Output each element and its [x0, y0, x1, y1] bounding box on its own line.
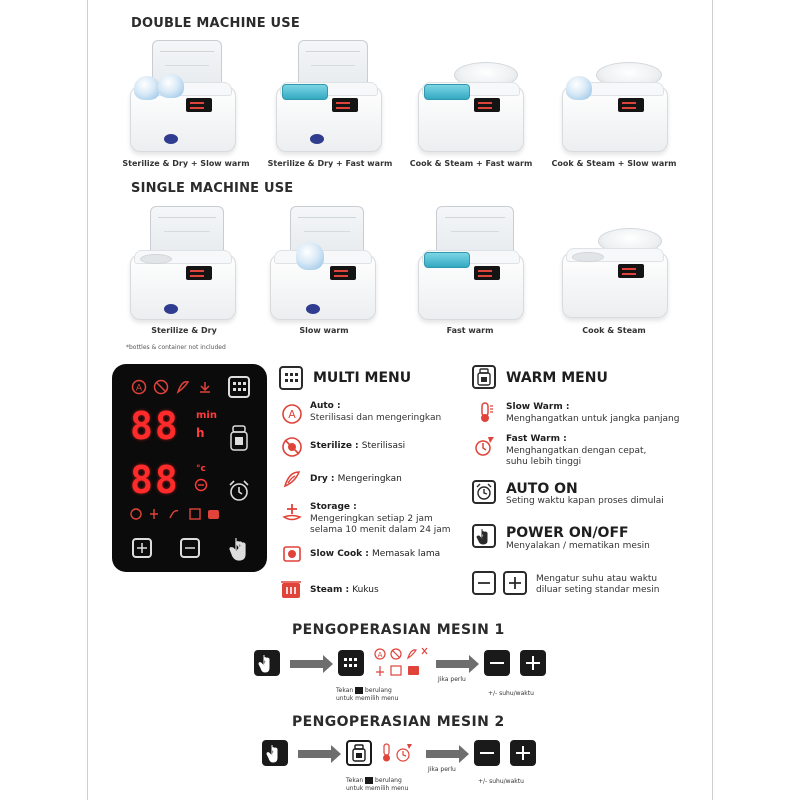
- caption-double-4: Cook & Steam + Slow warm: [551, 159, 677, 168]
- sterilize-text: Sterilisasi: [361, 441, 406, 451]
- op1-menu-icon: [338, 650, 364, 676]
- op1-power-icon: [254, 650, 280, 676]
- slow-cook-text: Memasak lama: [372, 549, 441, 559]
- machine-single-fast-warm: [418, 204, 526, 322]
- op2-arrow-1: [298, 750, 332, 758]
- steam-icon: [280, 578, 302, 600]
- bottles-note: *bottles & container not included: [126, 344, 226, 351]
- op2-note-press: Tekan berulang: [346, 777, 402, 784]
- dry-text: Mengeringkan: [337, 474, 402, 484]
- op1-minus-icon: [484, 650, 510, 676]
- sterilize-icon: [281, 436, 303, 458]
- op2-warm-mode-icons: [380, 742, 414, 764]
- alarm-clock-button[interactable]: [226, 478, 252, 504]
- caption-single-3: Fast warm: [446, 326, 494, 335]
- power-title: POWER ON/OFF: [506, 525, 629, 541]
- machine-cook-fast-warm: [418, 62, 526, 156]
- svg-text:A: A: [135, 383, 143, 394]
- svg-text:A: A: [288, 408, 296, 421]
- op2-note-if-needed: Jika perlu: [428, 766, 456, 773]
- op2-note-select: untuk memilih menu: [346, 785, 409, 792]
- adjust-text-2: diluar seting standar mesin: [536, 585, 660, 595]
- multi-menu-icon: [279, 366, 303, 390]
- op1-plus-icon: [520, 650, 546, 676]
- single-machine-title: SINGLE MACHINE USE: [131, 181, 294, 196]
- caption-double-1: Sterilize & Dry + Slow warm: [122, 159, 250, 168]
- power-icon: [472, 524, 496, 548]
- op2-arrow-2: [426, 750, 460, 758]
- op1-note-press: Tekan berulang: [336, 687, 392, 694]
- slow-warm-icon: [474, 401, 496, 423]
- auto-title: Auto :: [310, 401, 341, 411]
- machine-sterilize-fast-warm: [276, 38, 384, 156]
- steam-text: Kukus: [352, 585, 379, 595]
- unit-c: °c: [196, 464, 206, 474]
- minus-circle-icon: [194, 478, 208, 492]
- machine-single-sterilize: [130, 204, 238, 322]
- power-touch-button[interactable]: [226, 534, 252, 562]
- caption-double-3: Cook & Steam + Fast warm: [409, 159, 533, 168]
- caption-single-2: Slow warm: [299, 326, 349, 335]
- storage-text-1: Mengeringkan setiap 2 jam: [310, 514, 433, 524]
- op2-note-warm-icon: [365, 777, 373, 784]
- fast-warm-title: Fast Warm :: [506, 434, 567, 444]
- slow-cook-title: Slow Cook : Memasak lama: [310, 549, 441, 559]
- steam-title: Steam : Kukus: [310, 585, 379, 595]
- op2-minus-icon: [474, 740, 500, 766]
- operation-2-title: PENGOPERASIAN MESIN 2: [292, 714, 505, 730]
- machine-single-cook: [562, 228, 670, 322]
- sterilize-title: Sterilize : Sterilisasi: [310, 441, 406, 451]
- op1-arrow-1: [290, 660, 324, 668]
- plus-button[interactable]: [132, 538, 152, 558]
- auto-text: Sterilisasi dan mengeringkan: [310, 413, 442, 423]
- op1-note-select: untuk memilih menu: [336, 695, 399, 702]
- dry-title: Dry : Mengeringkan: [310, 474, 402, 484]
- minus-button[interactable]: [180, 538, 200, 558]
- fast-warm-text-2: suhu lebih tinggi: [506, 457, 582, 467]
- menu-button[interactable]: [228, 376, 250, 398]
- minus-icon: [472, 571, 496, 595]
- warm-menu-icon: [472, 365, 496, 389]
- op1-note-menu-icon: [355, 687, 363, 694]
- auto-on-title: AUTO ON: [506, 481, 578, 497]
- power-text: Menyalakan / mematikan mesin: [506, 541, 650, 551]
- auto-on-text: Seting waktu kapan proses dimulai: [506, 496, 664, 506]
- warm-menu-title: WARM MENU: [506, 370, 608, 386]
- machine-sterilize-slow-warm: [130, 38, 238, 156]
- op2-power-icon: [262, 740, 288, 766]
- slow-cook-icon: [281, 542, 303, 564]
- temp-display: 88: [130, 458, 180, 502]
- fast-warm-text-1: Menghangatkan dengan cepat,: [506, 446, 647, 456]
- op1-note-if-needed: Jika perlu: [438, 676, 466, 683]
- submode-icons: [128, 506, 220, 522]
- storage-title: Storage :: [310, 502, 357, 512]
- dry-icon: [281, 468, 303, 490]
- op2-warm-icon: [346, 740, 372, 766]
- caption-single-4: Cook & Steam: [582, 326, 646, 335]
- double-machine-title: DOUBLE MACHINE USE: [131, 16, 300, 31]
- adjust-text-1: Mengatur suhu atau waktu: [536, 574, 658, 584]
- warm-button[interactable]: [228, 424, 250, 452]
- op1-arrow-2: [436, 660, 470, 668]
- caption-double-2: Sterilize & Dry + Fast warm: [267, 159, 393, 168]
- svg-text:A: A: [377, 651, 383, 659]
- multi-menu-title: MULTI MENU: [313, 370, 412, 386]
- operation-1-title: PENGOPERASIAN MESIN 1: [292, 622, 505, 638]
- slow-warm-title: Slow Warm :: [506, 402, 570, 412]
- machine-cook-slow-warm: [562, 62, 670, 156]
- time-display: 88: [130, 404, 180, 448]
- unit-min: min: [196, 410, 217, 421]
- op2-note-adjust: +/- suhu/waktu: [478, 778, 524, 785]
- caption-single-1: Sterilize & Dry: [151, 326, 217, 335]
- auto-icon: [281, 403, 303, 425]
- slow-warm-text: Menghangatkan untuk jangka panjang: [506, 414, 680, 424]
- auto-on-icon: [472, 480, 496, 504]
- op1-mode-icons: [372, 646, 430, 680]
- op1-note-adjust: +/- suhu/waktu: [488, 690, 534, 697]
- storage-text-2: selama 10 menit dalam 24 jam: [310, 525, 451, 535]
- storage-icon: [281, 501, 303, 523]
- plus-icon: [503, 571, 527, 595]
- control-panel: [112, 364, 267, 572]
- unit-h: h: [196, 426, 205, 440]
- fast-warm-icon: [474, 435, 496, 457]
- op2-plus-icon: [510, 740, 536, 766]
- mode-icons: [130, 378, 220, 396]
- machine-single-slow-warm: [270, 204, 378, 322]
